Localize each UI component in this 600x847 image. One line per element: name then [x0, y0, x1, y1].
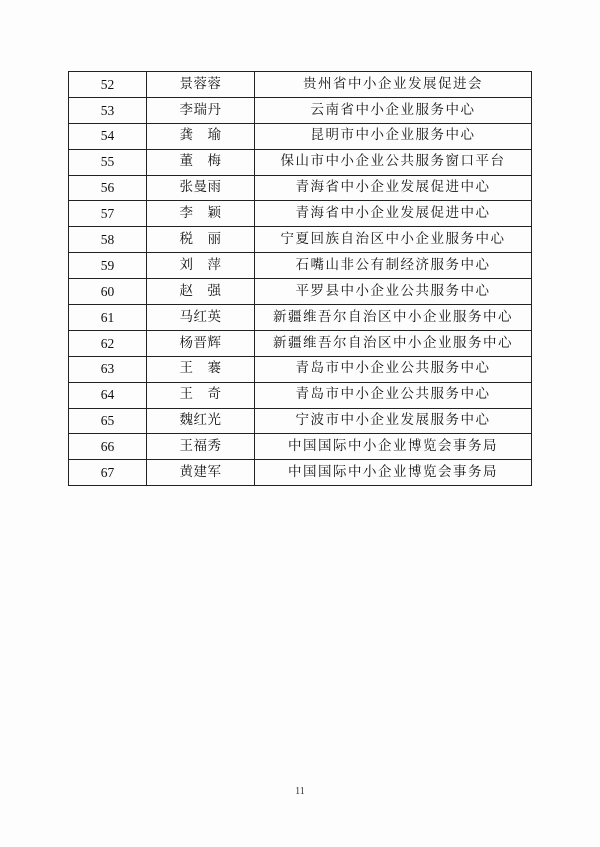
person-name: 董 梅	[147, 149, 255, 175]
row-number: 53	[69, 97, 147, 123]
organization: 宁夏回族自治区中小企业服务中心	[255, 227, 532, 253]
table-row	[69, 175, 532, 201]
table-row	[69, 201, 532, 227]
table-row	[69, 149, 532, 175]
roster-table	[68, 71, 532, 486]
organization: 青岛市中小企业公共服务中心	[255, 382, 532, 408]
row-number: 62	[69, 330, 147, 356]
row-number: 64	[69, 382, 147, 408]
table-row	[69, 382, 532, 408]
organization: 中国国际中小企业博览会事务局	[255, 460, 532, 486]
person-name: 李瑞丹	[147, 97, 255, 123]
row-number: 65	[69, 408, 147, 434]
table-row	[69, 330, 532, 356]
row-number: 63	[69, 356, 147, 382]
person-name: 龚 瑜	[147, 123, 255, 149]
row-number: 58	[69, 227, 147, 253]
organization: 宁波市中小企业发展服务中心	[255, 408, 532, 434]
person-name: 赵 强	[147, 279, 255, 305]
person-name: 黄建军	[147, 460, 255, 486]
organization: 石嘴山非公有制经济服务中心	[255, 253, 532, 279]
person-name: 杨晋辉	[147, 330, 255, 356]
person-name: 马红英	[147, 305, 255, 331]
organization: 平罗县中小企业公共服务中心	[255, 279, 532, 305]
person-name: 张曼雨	[147, 175, 255, 201]
organization: 中国国际中小企业博览会事务局	[255, 434, 532, 460]
organization: 青岛市中小企业公共服务中心	[255, 356, 532, 382]
table-row	[69, 408, 532, 434]
person-name: 景蓉蓉	[147, 72, 255, 98]
row-number: 54	[69, 123, 147, 149]
row-number: 57	[69, 201, 147, 227]
row-number: 61	[69, 305, 147, 331]
table-row	[69, 97, 532, 123]
table-row	[69, 356, 532, 382]
person-name: 刘 萍	[147, 253, 255, 279]
organization: 青海省中小企业发展促进中心	[255, 201, 532, 227]
page-number: 11	[295, 786, 305, 797]
organization: 昆明市中小企业服务中心	[255, 123, 532, 149]
organization: 新疆维吾尔自治区中小企业服务中心	[255, 305, 532, 331]
table-row	[69, 279, 532, 305]
organization: 云南省中小企业服务中心	[255, 97, 532, 123]
table-row	[69, 460, 532, 486]
table-row	[69, 305, 532, 331]
table-row	[69, 434, 532, 460]
row-number: 67	[69, 460, 147, 486]
row-number: 52	[69, 72, 147, 98]
organization: 保山市中小企业公共服务窗口平台	[255, 149, 532, 175]
organization: 贵州省中小企业发展促进会	[255, 72, 532, 98]
row-number: 56	[69, 175, 147, 201]
person-name: 王 褰	[147, 356, 255, 382]
person-name: 李 颖	[147, 201, 255, 227]
person-name: 魏红光	[147, 408, 255, 434]
table-row	[69, 227, 532, 253]
row-number: 55	[69, 149, 147, 175]
row-number: 60	[69, 279, 147, 305]
person-name: 王福秀	[147, 434, 255, 460]
person-name: 王 奇	[147, 382, 255, 408]
organization: 新疆维吾尔自治区中小企业服务中心	[255, 330, 532, 356]
row-number: 59	[69, 253, 147, 279]
person-name: 税 丽	[147, 227, 255, 253]
organization: 青海省中小企业发展促进中心	[255, 175, 532, 201]
table-row	[69, 253, 532, 279]
row-number: 66	[69, 434, 147, 460]
table-row	[69, 72, 532, 98]
table-row	[69, 123, 532, 149]
